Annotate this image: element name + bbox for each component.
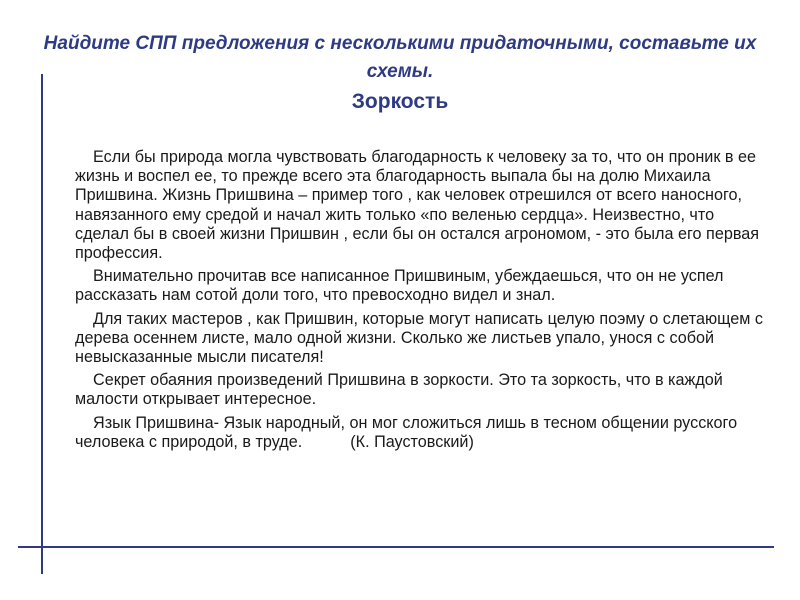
- paragraph-1: Если бы природа могла чувствовать благодарность к человеку за то, что он проник в ее жизнь и воспел ее, то прежде всего эта благодарность выпала бы на долю Михаила Пришвина. Жизнь Пришвина – пример того , как человек отрешился от всего наносного, навязанного ему средой и начал жить только «по веленью сердца». Неизвестно, что сделал бы в своей жизни Пришвин , если бы он остался агрономом, - это была его первая профессия.: [75, 148, 760, 263]
- text-body: [75, 148, 765, 456]
- paragraph-5-text: Язык Пришвина- Язык народный, он мог сложиться лишь в тесном общении русского человека с природой, в труде.: [75, 413, 738, 451]
- vertical-decor-line: [41, 74, 43, 574]
- text-title: Зоркость: [351, 90, 449, 113]
- author-signature: (К. Паустовский): [350, 432, 474, 451]
- paragraph-3: Для таких мастеров , как Пришвин, которые могут написать целую поэму о слетающем с дерева осеннем листе, мало одной жизни. Сколько же листьев упало, унося с собой невысказанные мысли писателя!: [75, 309, 764, 367]
- task-instruction: Найдите СПП предложения с несколькими придаточными, составьте их схемы.: [43, 33, 757, 82]
- paragraph-4: Секрет обаяния произведений Пришвина в зоркости. Это та зоркость, что в каждой малости открывает интересное.: [75, 371, 723, 409]
- paragraph-2: Внимательно прочитав все написанное Пришвиным, убеждаешься, что он не успел рассказать нам сотой доли того, что превосходно видел и знал.: [75, 267, 724, 305]
- horizontal-decor-line: [18, 546, 774, 548]
- paragraph-5: [75, 414, 765, 452]
